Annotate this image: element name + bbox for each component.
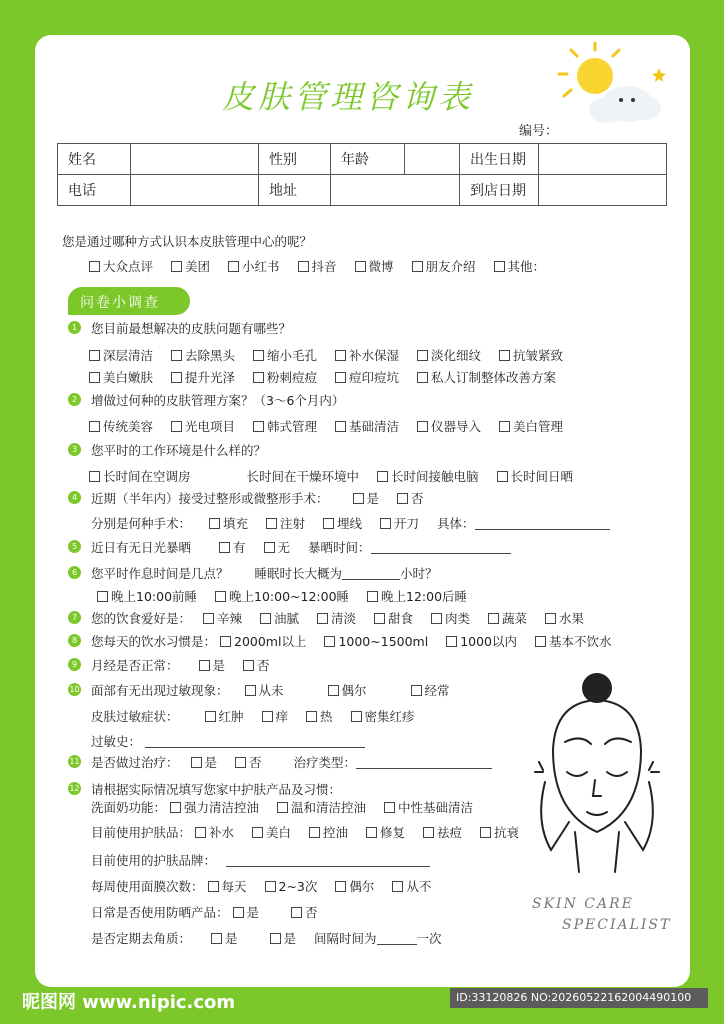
option-label: 清淡: [331, 611, 357, 626]
checkbox[interactable]: [367, 591, 378, 602]
q12-exfo-label: 是否定期去角质：: [91, 931, 192, 946]
option-label: 中性基础清洁: [398, 800, 474, 815]
checkbox[interactable]: [89, 421, 100, 432]
q2-text: 增做过何种的皮肤管理方案？（3～6个月内）: [91, 393, 345, 408]
q12-interval-input[interactable]: [377, 944, 417, 945]
q4-sub-text: 分别是何种手术：: [91, 516, 192, 531]
checkbox[interactable]: [260, 613, 271, 624]
q7-text: 您的饮食爱好是：: [91, 611, 192, 626]
option-label: 长时间日晒: [510, 469, 574, 484]
number-badge: 11: [69, 757, 80, 766]
checkbox[interactable]: [328, 685, 339, 696]
checkbox[interactable]: [277, 802, 288, 813]
option-label: 油腻: [274, 611, 300, 626]
option-label: 修复: [380, 825, 406, 840]
option-label: 从不: [406, 879, 432, 894]
q12-interval-label: 间隔时间为: [314, 931, 377, 946]
cell-visit-label: 到店日期: [460, 175, 539, 206]
checkbox[interactable]: [335, 421, 346, 432]
option-label: 经常: [424, 683, 450, 698]
q6-row: [91, 564, 438, 582]
q12-text: 请根据实际情况填写您家中护肤产品及习惯：: [91, 782, 342, 797]
q5-text: 近日有无日光暴晒: [91, 540, 192, 555]
option-label: 朋友介绍: [425, 259, 476, 274]
checkbox[interactable]: [392, 881, 403, 892]
checkbox[interactable]: [171, 372, 182, 383]
q12-brand-row: [91, 851, 430, 869]
cell-visit-value[interactable]: [539, 175, 667, 206]
option-label: 抗衰: [494, 825, 520, 840]
option-label: 其他：: [507, 259, 546, 274]
q4-detail-label: 具体：: [437, 516, 475, 531]
checkbox[interactable]: [205, 711, 216, 722]
checkbox[interactable]: [384, 802, 395, 813]
checkbox[interactable]: [377, 471, 388, 482]
option-label: 埋线: [337, 516, 363, 531]
option-label: 痘印痘坑: [349, 370, 400, 385]
checkbox[interactable]: [380, 518, 391, 529]
checkbox[interactable]: [89, 471, 100, 482]
q11-type-input[interactable]: [356, 768, 492, 769]
checkbox[interactable]: [412, 261, 423, 272]
q11-row: [91, 753, 492, 771]
checkbox[interactable]: [497, 471, 508, 482]
option-label: 是: [212, 658, 226, 673]
option-label: 开刀: [394, 516, 420, 531]
q0-text: 您是通过哪种方式认识本皮肤管理中心的呢？: [62, 234, 313, 249]
checkbox[interactable]: [374, 613, 385, 624]
q12-sun-row: [91, 903, 332, 921]
option-label: 每天: [221, 879, 247, 894]
option-label: 偶尔: [341, 683, 367, 698]
q5-time-input[interactable]: [371, 553, 511, 554]
option-label: 红肿: [218, 709, 244, 724]
checkbox[interactable]: [264, 542, 275, 553]
checkbox[interactable]: [97, 591, 108, 602]
option-label: 无: [277, 540, 291, 555]
checkbox[interactable]: [253, 350, 264, 361]
skin-care-text: [532, 894, 671, 936]
q8-text: 您每天的饮水习惯是：: [91, 634, 217, 649]
q6-options: [97, 587, 481, 605]
option-label: 美团: [185, 259, 211, 274]
option-label: 肉类: [445, 611, 471, 626]
checkbox[interactable]: [253, 421, 264, 432]
checkbox[interactable]: [317, 613, 328, 624]
option-label: 是: [225, 931, 238, 946]
option-label: 晚上12:00后睡: [381, 589, 468, 604]
q4-row: [91, 489, 438, 507]
q5-time-label: 暴晒时间：: [308, 540, 371, 555]
option-label: 填充: [223, 516, 249, 531]
option-label: 2~3次: [278, 879, 318, 894]
option-label: 去除黑头: [185, 348, 236, 363]
option-label: 否: [249, 755, 262, 770]
option-label: 痒: [275, 709, 289, 724]
checkbox[interactable]: [499, 350, 510, 361]
checkbox[interactable]: [203, 613, 214, 624]
checkbox[interactable]: [488, 613, 499, 624]
skin-care-line1: SKIN CARE: [532, 896, 634, 912]
checkbox[interactable]: [298, 261, 309, 272]
option-label: 美白管理: [513, 419, 564, 434]
cell-phone-value[interactable]: [131, 175, 259, 206]
option-label: 美白: [266, 825, 292, 840]
option-label: 补水: [209, 825, 235, 840]
option-label: 热: [320, 709, 333, 724]
checkbox[interactable]: [499, 421, 510, 432]
q12-cleanser-label: 洗面奶功能：: [91, 800, 167, 815]
cell-address-value[interactable]: [331, 175, 460, 206]
checkbox[interactable]: [335, 350, 346, 361]
checkbox[interactable]: [323, 518, 334, 529]
q11-text: 是否做过治疗：: [91, 755, 179, 770]
option-label: 水果: [559, 611, 585, 626]
checkbox[interactable]: [245, 685, 256, 696]
q10-symptom-row: [91, 707, 429, 725]
checkbox[interactable]: [89, 261, 100, 272]
checkbox[interactable]: [220, 636, 231, 647]
q10-history-row: [91, 732, 365, 750]
q4-sub-row: [91, 514, 610, 532]
face-illustration-icon: [525, 672, 675, 887]
serial-label: 编号：: [519, 124, 559, 139]
option-label: 微博: [368, 259, 394, 274]
checkbox[interactable]: [171, 261, 182, 272]
checkbox[interactable]: [171, 350, 182, 361]
option-label: 仪器导入: [431, 419, 482, 434]
option-label: 基本不饮水: [548, 634, 612, 649]
q12-cleanser-row: [91, 798, 487, 816]
q12-mask-row: [91, 877, 445, 895]
q3-text: 您平时的工作环境是什么样的？: [91, 443, 267, 458]
option-label: 韩式管理: [267, 419, 318, 434]
q10-symptom-label: 皮肤过敏症状：: [91, 709, 179, 724]
q5-row: [91, 538, 511, 556]
q6-sleep-label: 睡眠时长大概为: [254, 566, 343, 581]
checkbox[interactable]: [355, 261, 366, 272]
option-label: 是: [246, 905, 260, 920]
option-label: 辛辣: [217, 611, 243, 626]
checkbox[interactable]: [291, 907, 302, 918]
checkbox[interactable]: [89, 350, 100, 361]
info-table: [57, 143, 667, 206]
checkbox[interactable]: [211, 933, 222, 944]
checkbox[interactable]: [397, 493, 408, 504]
option-label: 长时间在空调房: [103, 469, 191, 484]
checkbox[interactable]: [335, 372, 346, 383]
option-label: 提升光泽: [185, 370, 236, 385]
option-label: 是: [283, 931, 297, 946]
cell-gender-label: 性别: [259, 144, 331, 175]
option-label: 抖音: [311, 259, 337, 274]
checkbox[interactable]: [417, 372, 428, 383]
q9-row: [91, 656, 284, 674]
option-label: 小红书: [242, 259, 280, 274]
cell-age-value[interactable]: [405, 144, 460, 175]
cell-birth-label: 出生日期: [460, 144, 539, 175]
q7-row: [91, 609, 598, 627]
option-label: 蔬菜: [502, 611, 528, 626]
option-label: 控油: [323, 825, 349, 840]
q6-unit: 小时？: [400, 566, 438, 581]
option-label: 否: [411, 491, 424, 506]
option-label: 从未: [258, 683, 284, 698]
number-badge: 9: [68, 658, 81, 671]
q9-text: 月经是否正常：: [91, 658, 179, 673]
option-label: 晚上10:00前睡: [111, 589, 198, 604]
q2-options: [89, 417, 577, 435]
watermark: 昵图网 www.nipic.com: [22, 992, 236, 1013]
q6-text: 您平时作息时间是几点？: [91, 566, 229, 581]
checkbox[interactable]: [262, 711, 273, 722]
option-label: 私人订制整体改善方案: [431, 370, 557, 385]
checkbox[interactable]: [324, 636, 335, 647]
option-label: 补水保湿: [349, 348, 400, 363]
checkbox[interactable]: [335, 881, 346, 892]
q12-brand-label: 目前使用的护肤品牌：: [91, 853, 217, 868]
checkbox[interactable]: [209, 518, 220, 529]
option-label: 长时间在干燥环境中: [246, 469, 360, 484]
checkbox[interactable]: [431, 613, 442, 624]
checkbox[interactable]: [417, 421, 428, 432]
option-label: 祛痘: [437, 825, 463, 840]
checkbox[interactable]: [215, 591, 226, 602]
option-label: 1000~1500ml: [338, 634, 429, 649]
option-label: 是: [204, 755, 218, 770]
skin-care-line2: SPECIALIST: [562, 917, 672, 933]
option-label: 抗皱紧致: [513, 348, 564, 363]
checkbox[interactable]: [353, 493, 364, 504]
option-label: 光电项目: [185, 419, 236, 434]
cell-birth-value[interactable]: [539, 144, 667, 175]
option-label: 深层清洁: [103, 348, 154, 363]
number-badge: 10: [69, 685, 80, 694]
checkbox[interactable]: [170, 802, 181, 813]
survey-badge: 问卷小调查: [68, 287, 190, 315]
q12-current-label: 目前使用护肤品：: [91, 825, 192, 840]
number-badge: 7: [68, 611, 81, 624]
image-id-banner: ID:33120826 NO:20260522162004490100: [450, 988, 708, 1008]
checkbox[interactable]: [171, 421, 182, 432]
q12-current-row: [91, 823, 533, 841]
checkbox[interactable]: [89, 372, 100, 383]
checkbox[interactable]: [535, 636, 546, 647]
form-title: 皮肤管理咨询表: [222, 78, 475, 116]
checkbox[interactable]: [494, 261, 505, 272]
q11-type-label: 治疗类型：: [293, 755, 357, 770]
option-label: 否: [257, 658, 270, 673]
checkbox[interactable]: [235, 757, 246, 768]
checkbox[interactable]: [233, 907, 244, 918]
q1-text: 您目前最想解决的皮肤问题有哪些？: [91, 321, 292, 336]
option-label: 密集红疹: [364, 709, 415, 724]
number-badge: 3: [68, 443, 81, 456]
option-label: 美白嫩肤: [103, 370, 154, 385]
checkbox[interactable]: [480, 827, 491, 838]
q10-history-input[interactable]: [145, 747, 365, 748]
option-label: 缩小毛孔: [267, 348, 318, 363]
checkbox[interactable]: [253, 372, 264, 383]
checkbox[interactable]: [270, 933, 281, 944]
number-badge: 8: [68, 634, 81, 647]
number-badge: 4: [68, 491, 81, 504]
option-label: 淡化细纹: [431, 348, 482, 363]
option-label: 长时间接触电脑: [391, 469, 479, 484]
checkbox[interactable]: [195, 827, 206, 838]
checkbox[interactable]: [446, 636, 457, 647]
option-label: 传统美容: [103, 419, 154, 434]
option-label: 晚上10:00~12:00睡: [229, 589, 350, 604]
number-badge: 6: [68, 566, 81, 579]
q4-text: 近期（半年内）接受过整形或微整形手术：: [91, 491, 329, 506]
checkbox[interactable]: [417, 350, 428, 361]
number-badge: 2: [68, 393, 81, 406]
cell-name-label: 姓名: [58, 144, 131, 175]
checkbox[interactable]: [252, 827, 263, 838]
option-label: 甜食: [388, 611, 414, 626]
option-label: 温和清洁控油: [291, 800, 367, 815]
checkbox[interactable]: [306, 711, 317, 722]
cell-name-value[interactable]: [131, 144, 259, 175]
option-label: 注射: [280, 516, 306, 531]
option-label: 是: [366, 491, 380, 506]
q12-interval-unit: 一次: [416, 931, 442, 946]
q10-history-label: 过敏史：: [91, 734, 142, 749]
q12-mask-label: 每周使用面膜次数：: [91, 879, 204, 894]
checkbox[interactable]: [366, 827, 377, 838]
cell-age-label: 年龄: [331, 144, 405, 175]
q1-options-row2: [89, 368, 570, 386]
option-label: 粉刺痘痘: [267, 370, 318, 385]
cell-address-label: 地址: [259, 175, 331, 206]
option-label: 大众点评: [103, 259, 154, 274]
number-badge: 1: [68, 321, 81, 334]
checkbox[interactable]: [545, 613, 556, 624]
sun-cloud-icon: [555, 42, 670, 132]
checkbox[interactable]: [351, 711, 362, 722]
q12-exfo-row: [91, 929, 442, 947]
q12-brand-input[interactable]: [226, 866, 430, 867]
option-label: 偶尔: [349, 879, 375, 894]
checkbox[interactable]: [219, 542, 230, 553]
checkbox[interactable]: [243, 660, 254, 671]
checkbox[interactable]: [191, 757, 202, 768]
checkbox[interactable]: [199, 660, 210, 671]
q10-text: 面部有无出现过敏现象：: [91, 683, 229, 698]
number-badge: 12: [69, 784, 80, 793]
option-label: 有: [233, 540, 246, 555]
checkbox[interactable]: [411, 685, 422, 696]
option-label: 否: [305, 905, 318, 920]
checkbox[interactable]: [208, 881, 219, 892]
q8-row: [91, 632, 626, 650]
option-label: 基础清洁: [349, 419, 400, 434]
q3-options: [89, 467, 587, 485]
q4-detail-input[interactable]: [475, 529, 610, 530]
option-label: 1000以内: [460, 634, 517, 649]
q6-sleep-input[interactable]: [342, 579, 400, 580]
q10-row: [91, 681, 464, 699]
option-label: 2000ml以上: [234, 634, 307, 649]
checkbox[interactable]: [265, 881, 276, 892]
q1-options-row1: [89, 346, 577, 364]
checkbox[interactable]: [423, 827, 434, 838]
cell-phone-label: 电话: [58, 175, 131, 206]
q12-sun-label: 日常是否使用防晒产品：: [91, 905, 229, 920]
checkbox[interactable]: [228, 261, 239, 272]
checkbox[interactable]: [266, 518, 277, 529]
checkbox[interactable]: [309, 827, 320, 838]
q0-options: [89, 257, 559, 275]
option-label: 强力清洁控油: [184, 800, 260, 815]
number-badge: 5: [68, 540, 81, 553]
